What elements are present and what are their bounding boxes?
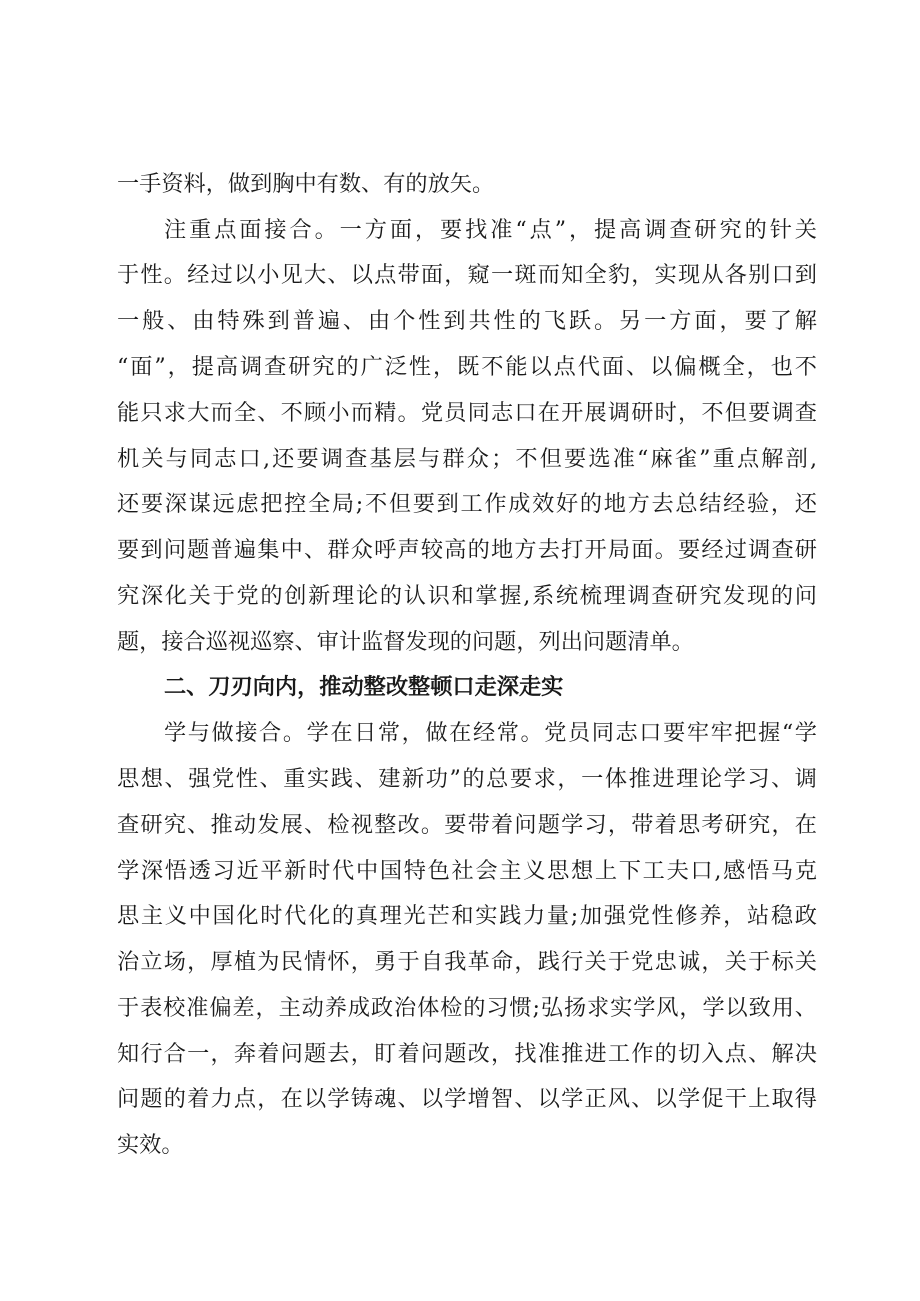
- paragraph-line: 一般、由特殊到普遍、由个性到共性的飞跃。另一方面，要了解: [117, 308, 817, 334]
- paragraph-line: 学深悟透习近平新时代中国特色社会主义思想上下工夫口,感悟马克: [117, 858, 817, 884]
- section-heading: 二、刀刃向内，推动整改整顿口走深走实: [164, 674, 564, 700]
- paragraph-line: 一手资料，做到胸中有数、有的放矢。: [117, 171, 495, 197]
- paragraph-line: 思主义中国化时代化的真理光芒和实践力量;加强党性修养，站稳政: [117, 903, 817, 929]
- paragraph-line: 机关与同志口,还要调查基层与群众；不但要选准“麻雀”重点解剖,: [117, 446, 817, 472]
- paragraph-line: 思想、强党性、重实践、建新功”的总要求，一体推进理论学习、调: [117, 766, 817, 792]
- paragraph-line: 问题的着力点，在以学铸魂、以学增智、以学正风、以学促干上取得: [117, 1086, 817, 1112]
- paragraph-line: 治立场，厚植为民情怀，勇于自我革命，践行关于党忠诚，关于标关: [117, 949, 817, 975]
- paragraph-line: 于表校准偏差，主动养成政治体检的习惯;弘扬求实学风，学以致用、: [117, 995, 817, 1021]
- paragraph-line: 还要深谋远虑把控全局;不但要到工作成效好的地方去总结经验，还: [117, 491, 817, 517]
- paragraph-line: 查研究、推动发展、检视整改。要带着问题学习，带着思考研究，在: [117, 812, 817, 838]
- paragraph-line: 能只求大而全、不顾小而精。党员同志口在开展调研时，不但要调查: [117, 400, 817, 426]
- paragraph-line: 实效。: [117, 1132, 184, 1158]
- paragraph-line: 知行合一，奔着问题去，盯着问题改，找准推进工作的切入点、解决: [117, 1041, 817, 1067]
- paragraph-line: 注重点面接合。一方面，要找准“点”，提高调查研究的针关: [164, 217, 817, 243]
- paragraph-line: 究深化关于党的创新理论的认识和掌握,系统梳理调查研究发现的问: [117, 583, 817, 609]
- paragraph-line: 题，接合巡视巡察、审计监督发现的问题，列出问题清单。: [117, 629, 694, 655]
- paragraph-line: 要到问题普遍集中、群众呼声较高的地方去打开局面。要经过调查研: [117, 537, 817, 563]
- paragraph-line: “面”，提高调查研究的广泛性，既不能以点代面、以偏概全，也不: [117, 354, 817, 380]
- paragraph-line: 于性。经过以小见大、以点带面，窥一斑而知全豹，实现从各别口到: [117, 262, 817, 288]
- paragraph-line: 学与做接合。学在日常，做在经常。党员同志口要牢牢把握“学: [164, 720, 817, 746]
